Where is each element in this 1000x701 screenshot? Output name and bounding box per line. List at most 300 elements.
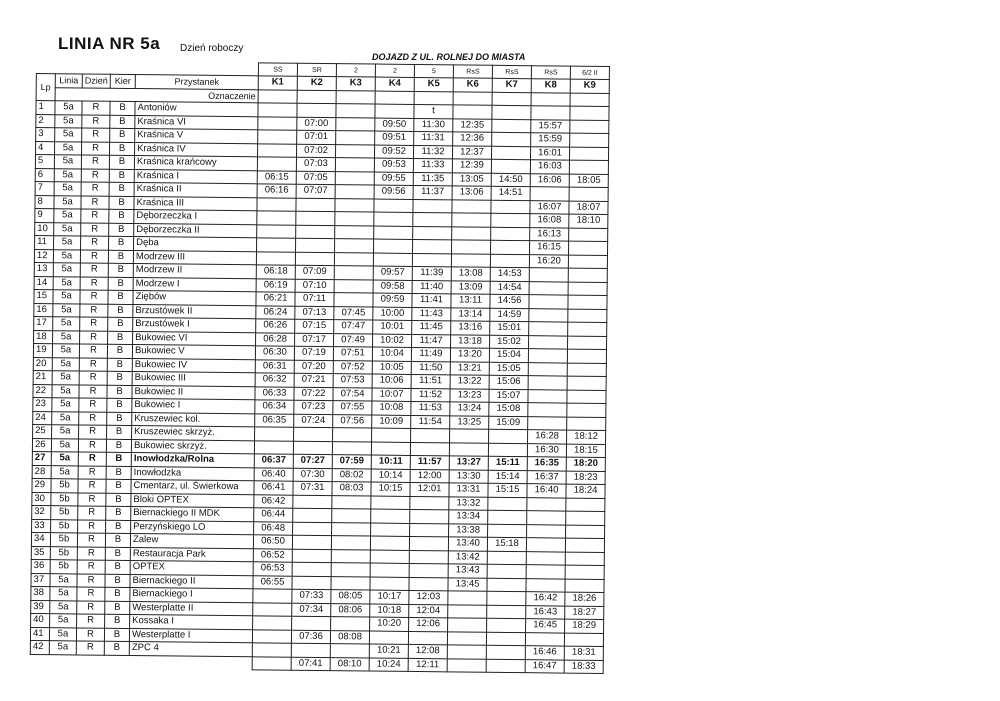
departure-time: [487, 605, 526, 619]
departure-time: 15:59: [531, 133, 570, 147]
departure-time: 14:50: [491, 173, 530, 187]
stop-name: Kruszewiec kol.: [132, 412, 255, 427]
col-header-oznaczenie: Oznaczenie: [55, 87, 258, 103]
stop-name: Dęborzeczka II: [134, 223, 257, 238]
departure-time: [570, 133, 609, 147]
departure-time: 06:50: [253, 535, 292, 549]
departure-time: 11:49: [411, 347, 450, 361]
departure-time: [486, 632, 525, 646]
departure-time: 15:57: [531, 119, 570, 133]
departure-time: 11:32: [414, 145, 453, 159]
row-number: 32: [32, 505, 51, 519]
departure-time: 11:43: [412, 307, 451, 321]
departure-time: 18:33: [564, 660, 603, 674]
departure-time: 16:40: [527, 484, 566, 498]
departure-time: 10:17: [370, 590, 409, 604]
departure-time: [335, 225, 374, 239]
departure-time: [528, 376, 567, 390]
row-line: 5a: [52, 425, 79, 439]
departure-time: [488, 524, 527, 538]
departure-time: [487, 551, 526, 565]
departure-time: 06:53: [253, 562, 292, 576]
departure-time: 12:39: [452, 159, 491, 173]
departure-time: 07:21: [294, 373, 333, 387]
course-name: K4: [375, 77, 414, 91]
row-day: R: [81, 236, 109, 250]
row-day: R: [77, 546, 105, 560]
row-direction: B: [108, 331, 133, 345]
departure-time: 11:31: [414, 131, 453, 145]
departure-time: [292, 576, 331, 590]
departure-time: [529, 308, 568, 322]
col-header-przystanek: Przystanek: [135, 75, 258, 90]
departure-time: 07:30: [293, 468, 332, 482]
departure-time: [528, 416, 567, 430]
row-direction: B: [108, 304, 133, 318]
departure-time: 11:30: [414, 118, 453, 132]
departure-time: 16:13: [530, 227, 569, 241]
departure-time: 06:55: [253, 575, 292, 589]
row-day: R: [81, 182, 109, 196]
stop-name: Modrzew III: [133, 250, 256, 265]
departure-time: 10:18: [370, 604, 409, 618]
departure-time: 15:01: [490, 321, 529, 335]
departure-time: 10:02: [373, 334, 412, 348]
row-day: R: [80, 317, 108, 331]
stop-name: Kraśnica I: [134, 169, 257, 184]
row-line: 5a: [55, 101, 82, 115]
departure-time: 12:01: [410, 482, 449, 496]
row-number: 37: [31, 573, 50, 587]
departure-time: 14:53: [490, 267, 529, 281]
departure-time: [296, 211, 335, 225]
row-number: 4: [36, 141, 55, 155]
departure-time: 13:45: [448, 577, 487, 591]
row-direction: B: [105, 587, 130, 601]
departure-time: [335, 171, 374, 185]
departure-time: 15:09: [489, 416, 528, 430]
departure-time: [253, 589, 292, 603]
departure-time: 10:14: [371, 469, 410, 483]
row-direction: B: [106, 466, 131, 480]
departure-time: [452, 213, 491, 227]
departure-time: 11:39: [412, 266, 451, 280]
departure-time: [331, 549, 370, 563]
departure-time: [335, 198, 374, 212]
departure-time: 08:05: [331, 590, 370, 604]
stop-name: Bukowiec IV: [132, 358, 255, 373]
departure-time: [291, 643, 330, 657]
departure-time: 06:40: [254, 467, 293, 481]
row-direction: B: [108, 277, 133, 291]
departure-time: 10:00: [373, 307, 412, 321]
departure-time: [565, 538, 604, 552]
row-line: 5a: [50, 573, 77, 587]
departure-time: [526, 565, 565, 579]
departure-time: [296, 198, 335, 212]
row-day: R: [78, 452, 106, 466]
departure-time: 15:05: [489, 362, 528, 376]
departure-time: 13:18: [451, 334, 490, 348]
stop-name: Brzustówek II: [133, 304, 256, 319]
departure-time: 12:08: [408, 644, 447, 658]
stop-name: Modrzew I: [133, 277, 256, 292]
departure-time: [567, 417, 606, 431]
departure-time: 07:24: [294, 414, 333, 428]
departure-time: 13:16: [451, 321, 490, 335]
departure-time: 18:15: [566, 444, 605, 458]
row-number: 23: [33, 397, 52, 411]
departure-time: [370, 577, 409, 591]
departure-time: [567, 349, 606, 363]
departure-time: [569, 147, 608, 161]
row-direction: B: [106, 452, 131, 466]
departure-time: 07:23: [294, 400, 333, 414]
row-number: 2: [36, 114, 55, 128]
departure-time: [568, 309, 607, 323]
row-number: 33: [32, 519, 51, 533]
departure-time: [332, 522, 371, 536]
row-line: 5a: [54, 155, 81, 169]
departure-time: [292, 562, 331, 576]
row-day: R: [82, 141, 110, 155]
row-day: R: [82, 128, 110, 142]
departure-time: [529, 335, 568, 349]
row-day: R: [82, 114, 110, 128]
row-spacer: [30, 654, 252, 670]
departure-time: [447, 658, 486, 672]
departure-time: [258, 116, 297, 130]
departure-time: 07:17: [295, 333, 334, 347]
course-mark: 2: [375, 64, 414, 77]
departure-time: 18:24: [566, 484, 605, 498]
departure-time: 12:03: [409, 590, 448, 604]
departure-time: [331, 617, 370, 631]
row-line: 5a: [51, 452, 78, 466]
course-mark: RsS: [492, 65, 531, 78]
departure-time: [336, 144, 375, 158]
stop-name: Bukowiec skrzyż.: [131, 439, 254, 454]
departure-time: [335, 212, 374, 226]
row-direction: B: [106, 493, 131, 507]
departure-time: [453, 105, 492, 119]
row-line: 5a: [49, 627, 76, 641]
course-name: K5: [414, 77, 453, 91]
departure-time: 13:11: [451, 294, 490, 308]
departure-time: 06:44: [254, 508, 293, 522]
departure-time: 06:26: [256, 319, 295, 333]
departure-time: [253, 602, 292, 616]
departure-time: 15:02: [490, 335, 529, 349]
departure-time: [530, 187, 569, 201]
departure-time: 14:56: [490, 294, 529, 308]
departure-time: [528, 389, 567, 403]
departure-time: [568, 255, 607, 269]
departure-time: [529, 295, 568, 309]
row-direction: B: [106, 439, 131, 453]
departure-time: 15:18: [487, 537, 526, 551]
departure-time: [447, 631, 486, 645]
row-direction: B: [106, 520, 131, 534]
stop-name: Kraśnica III: [134, 196, 257, 211]
departure-time: [331, 576, 370, 590]
stop-name: Kraśnica IV: [135, 142, 258, 157]
departure-time: 11:53: [411, 401, 450, 415]
departure-time: [413, 239, 452, 253]
row-day: R: [77, 533, 105, 547]
row-direction: B: [105, 601, 130, 615]
row-day: R: [78, 465, 106, 479]
row-number: 22: [33, 384, 52, 398]
row-day: R: [79, 357, 107, 371]
departure-time: [489, 429, 528, 443]
row-line: 5b: [51, 506, 78, 520]
row-line: 5b: [51, 519, 78, 533]
row-direction: B: [106, 479, 131, 493]
departure-time: 08:03: [332, 482, 371, 496]
timetable-body: [30, 101, 609, 674]
departure-time: 12:06: [409, 617, 448, 631]
row-number: 14: [34, 276, 53, 290]
row-line: 5b: [50, 560, 77, 574]
departure-time: [371, 523, 410, 537]
stop-name: Kraśnica VI: [135, 115, 258, 130]
departure-time: 14:51: [491, 186, 530, 200]
departure-time: 11:37: [413, 185, 452, 199]
departure-time: 11:33: [413, 158, 452, 172]
row-number: 17: [34, 316, 53, 330]
row-day: R: [80, 263, 108, 277]
row-day: R: [79, 411, 107, 425]
departure-time: [330, 644, 369, 658]
row-day: R: [78, 479, 106, 493]
row-day: R: [80, 303, 108, 317]
row-line: 5a: [52, 411, 79, 425]
row-day: R: [77, 587, 105, 601]
row-day: R: [81, 155, 109, 169]
row-direction: B: [108, 250, 133, 264]
row-line: 5a: [50, 600, 77, 614]
row-direction: B: [109, 155, 134, 169]
departure-time: [451, 253, 490, 267]
departure-time: 06:31: [255, 359, 294, 373]
row-line: 5a: [51, 438, 78, 452]
stop-name: Zalew: [130, 534, 253, 549]
row-number: 9: [35, 208, 54, 222]
departure-time: [257, 157, 296, 171]
course-mark: RsS: [453, 65, 492, 78]
row-number: 18: [34, 330, 53, 344]
departure-time: 18:29: [565, 619, 604, 633]
stop-name: Bukowiec I: [132, 399, 255, 414]
row-number: 41: [30, 627, 49, 641]
stop-name: Kraśnica V: [135, 129, 258, 144]
departure-time: [374, 239, 413, 253]
row-day: R: [79, 384, 107, 398]
row-number: 30: [32, 492, 51, 506]
row-day: R: [76, 627, 104, 641]
row-number: 40: [31, 613, 50, 627]
departure-time: [526, 538, 565, 552]
row-day: R: [81, 195, 109, 209]
departure-time: [332, 441, 371, 455]
row-number: 28: [32, 465, 51, 479]
row-number: 19: [33, 343, 52, 357]
departure-time: [565, 552, 604, 566]
departure-time: 09:57: [373, 266, 412, 280]
stop-name: Antoniów: [135, 102, 258, 117]
departure-time: 06:37: [254, 454, 293, 468]
departure-time: [448, 618, 487, 632]
row-number: 16: [34, 303, 53, 317]
departure-time: 12:11: [408, 658, 447, 672]
departure-time: [411, 428, 450, 442]
departure-time: 09:50: [375, 118, 414, 132]
departure-time: [335, 185, 374, 199]
departure-time: [527, 511, 566, 525]
departure-time: [529, 268, 568, 282]
departure-time: [486, 659, 525, 673]
departure-time: [492, 132, 531, 146]
departure-time: 16:07: [530, 200, 569, 214]
row-day: R: [79, 425, 107, 439]
course-mark: 2: [336, 64, 375, 77]
departure-time: 06:28: [256, 332, 295, 346]
row-line: 5a: [54, 222, 81, 236]
departure-time: [335, 239, 374, 253]
row-number: 39: [31, 600, 50, 614]
departure-time: [258, 103, 297, 117]
departure-time: [336, 104, 375, 118]
stop-name: Westerplatte II: [130, 601, 253, 616]
row-direction: B: [108, 290, 133, 304]
stop-name: Inowłodzka: [131, 466, 254, 481]
departure-time: 09:51: [375, 131, 414, 145]
stop-name: Inowłodzka/Rolna: [131, 453, 254, 468]
row-direction: B: [104, 628, 129, 642]
departure-time: 06:48: [254, 521, 293, 535]
departure-time: [529, 322, 568, 336]
departure-time: 07:55: [333, 401, 372, 415]
departure-time: [331, 563, 370, 577]
row-direction: B: [109, 182, 134, 196]
stop-name: Restauracja Park: [130, 547, 253, 562]
departure-time: 07:56: [333, 414, 372, 428]
row-day: R: [79, 371, 107, 385]
departure-time: [409, 563, 448, 577]
departure-time: 07:15: [295, 319, 334, 333]
row-direction: B: [107, 398, 132, 412]
departure-time: 08:06: [331, 603, 370, 617]
row-day: R: [81, 209, 109, 223]
departure-time: 15:08: [489, 402, 528, 416]
row-line: 5a: [54, 236, 81, 250]
departure-time: 18:12: [567, 430, 606, 444]
departure-time: [372, 428, 411, 442]
departure-time: 13:20: [450, 348, 489, 362]
departure-time: [293, 522, 332, 536]
departure-time: [334, 252, 373, 266]
departure-time: [257, 238, 296, 252]
row-line: 5b: [50, 546, 77, 560]
departure-time: 09:56: [374, 185, 413, 199]
departure-time: 07:05: [296, 171, 335, 185]
row-direction: B: [107, 358, 132, 372]
departure-time: 13:05: [452, 172, 491, 186]
departure-time: [409, 536, 448, 550]
departure-time: 07:19: [294, 346, 333, 360]
departure-time: 07:03: [296, 157, 335, 171]
departure-time: [408, 631, 447, 645]
departure-time: 13:42: [448, 550, 487, 564]
row-number: 13: [34, 262, 53, 276]
departure-time: [258, 130, 297, 144]
departure-time: 10:08: [372, 401, 411, 415]
departure-time: 11:35: [413, 172, 452, 186]
departure-time: 08:02: [332, 468, 371, 482]
departure-time: [567, 390, 606, 404]
departure-time: 13:27: [449, 456, 488, 470]
row-direction: B: [109, 196, 134, 210]
page-title: LINIA NR 5a: [58, 34, 161, 53]
departure-time: 16:08: [530, 214, 569, 228]
departure-time: 12:37: [453, 145, 492, 159]
stop-name: Bukowiec V: [132, 345, 255, 360]
departure-time: 07:10: [295, 279, 334, 293]
departure-time: 14:59: [490, 308, 529, 322]
row-day: R: [80, 276, 108, 290]
row-direction: B: [105, 614, 130, 628]
departure-time: 10:15: [371, 482, 410, 496]
departure-time: 07:41: [291, 657, 330, 671]
departure-time: [413, 226, 452, 240]
stop-name: Ziębów: [133, 291, 256, 306]
departure-time: 11:41: [412, 293, 451, 307]
departure-time: t: [414, 104, 453, 118]
row-number: 24: [33, 411, 52, 425]
course-name: K2: [297, 76, 336, 90]
departure-time: [252, 643, 291, 657]
row-day: R: [81, 222, 109, 236]
departure-time: 16:35: [527, 457, 566, 471]
row-number: 5: [35, 155, 54, 169]
departure-time: [490, 254, 529, 268]
departure-time: 10:09: [372, 415, 411, 429]
departure-time: [369, 631, 408, 645]
departure-time: 18:07: [569, 201, 608, 215]
departure-time: [567, 403, 606, 417]
departure-time: [531, 106, 570, 120]
departure-time: [487, 564, 526, 578]
departure-time: 06:34: [255, 400, 294, 414]
departure-time: [568, 322, 607, 336]
stop-name: Biernackiego II: [130, 574, 253, 589]
departure-time: [488, 497, 527, 511]
departure-time: 09:52: [375, 145, 414, 159]
row-direction: B: [105, 547, 130, 561]
timetable: [30, 60, 610, 674]
row-line: 5a: [53, 317, 80, 331]
departure-time: 09:58: [373, 280, 412, 294]
row-day: R: [77, 600, 105, 614]
departure-time: [374, 199, 413, 213]
departure-time: [297, 103, 336, 117]
departure-time: 11:45: [412, 320, 451, 334]
departure-time: [371, 496, 410, 510]
departure-time: 18:27: [565, 606, 604, 620]
departure-time: [568, 336, 607, 350]
departure-time: [527, 524, 566, 538]
